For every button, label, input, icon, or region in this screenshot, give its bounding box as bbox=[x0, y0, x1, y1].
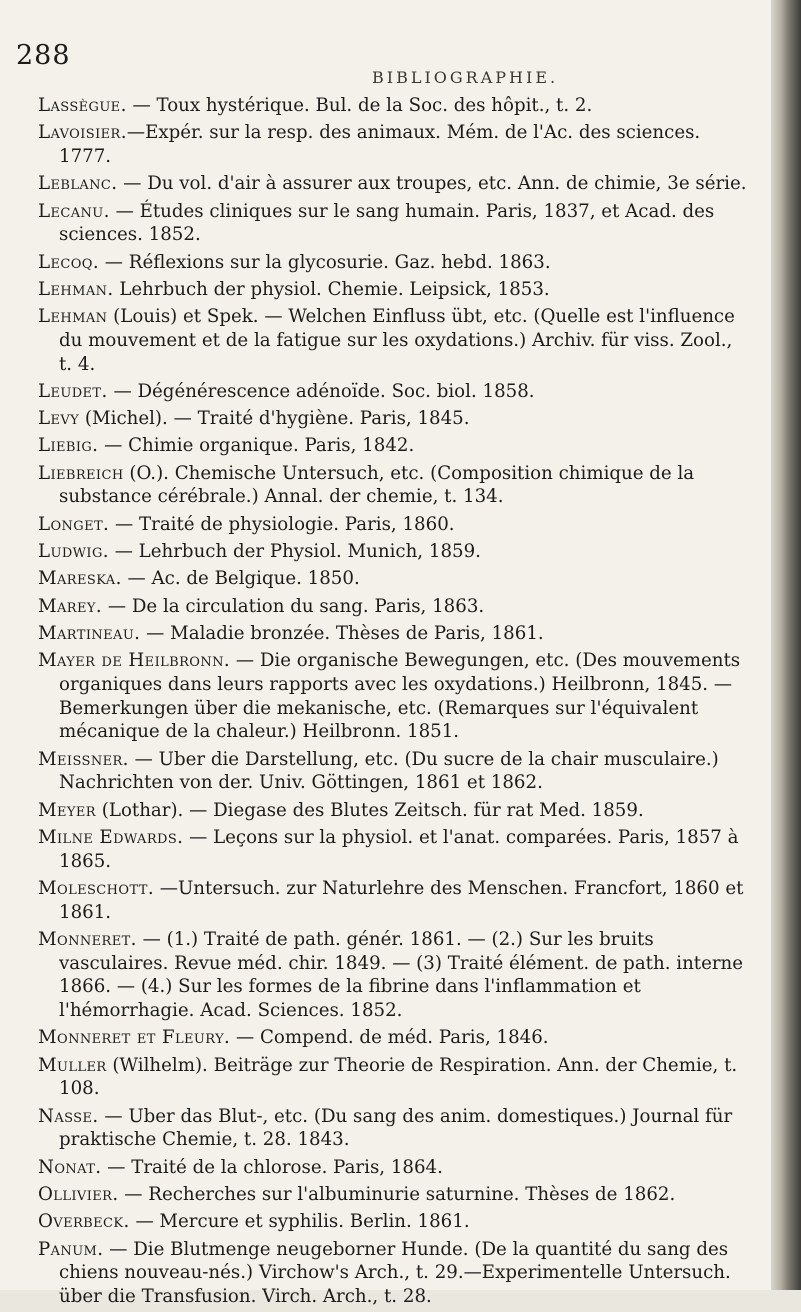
entry-text: — Die Blutmenge neugeborner Hunde. (De la quantité du sang des chiens nouveau-nés.) Virchow's Arch., t. 29.—Experimentelle Untersuch. über die Transfusion. Virch. Arch., t. 28. bbox=[59, 1238, 731, 1307]
bibliography-entry bbox=[38, 278, 750, 302]
entry-text: — Toux hystérique. Bul. de la Soc. des hôpit., t. 2. bbox=[126, 95, 593, 116]
entry-author: Nasse. bbox=[38, 1105, 99, 1127]
entry-text: — Du vol. d'air à assurer aux troupes, etc. Ann. de chimie, 3e série. bbox=[117, 173, 747, 195]
bibliography-entry bbox=[38, 121, 750, 168]
entry-text: — Réflexions sur la glycosurie. Gaz. hebd. 1863. bbox=[99, 251, 551, 273]
entry-author: Ollivier. bbox=[38, 1183, 119, 1205]
entry-author: Lecoq. bbox=[38, 251, 100, 273]
entry-author: Monneret et Fleury. bbox=[38, 1027, 231, 1049]
entry-text: — (1.) Traité de path. génér. 1861. — (2.) Sur les bruits vasculaires. Revue méd. chir. 1849. — (3) Traité élément. de path. interne 1866. — (4.) Sur les formes de la fibrine dans l'inflammation et l'hémorrhagie. Acad. Sciences. 1852. bbox=[59, 928, 744, 1022]
entry-author: Muller bbox=[38, 1054, 107, 1076]
entry-author: Meyer bbox=[38, 799, 96, 821]
entry-text: (Lothar). — Diegase des Blutes Zeitsch. für rat Med. 1859. bbox=[95, 799, 644, 821]
entry-text: — Leçons sur la physiol. et l'anat. comparées. Paris, 1857 à 1865. bbox=[59, 826, 739, 872]
bibliography-entry bbox=[38, 567, 750, 591]
entry-text: — Recherches sur l'albuminurie saturnine. Thèses de 1862. bbox=[118, 1183, 676, 1205]
entry-author: Longet. bbox=[38, 513, 110, 535]
bibliography-entry bbox=[38, 1026, 750, 1050]
bibliography-entry bbox=[38, 1156, 750, 1180]
entry-text: (Michel). — Traité d'hygiène. Paris, 1845. bbox=[79, 408, 470, 430]
bibliography-entry bbox=[38, 540, 750, 564]
entry-author: Liebig. bbox=[38, 435, 99, 457]
entry-author: Leudet. bbox=[38, 380, 108, 402]
entry-author: Ludwig. bbox=[38, 541, 109, 563]
entry-author: Levy bbox=[38, 408, 80, 430]
entry-author: Lehman. bbox=[38, 278, 114, 300]
bibliography-entry bbox=[38, 826, 750, 873]
entry-text: — De la circulation du sang. Paris, 1863. bbox=[102, 595, 485, 617]
entry-author: Marey. bbox=[38, 595, 103, 617]
entry-author: Leblanc. bbox=[38, 173, 118, 195]
bibliography-entry bbox=[38, 172, 750, 196]
bibliography-list bbox=[38, 94, 750, 1312]
running-head: BIBLIOGRAPHIE. bbox=[372, 68, 559, 87]
entry-text: — Chimie organique. Paris, 1842. bbox=[98, 435, 415, 457]
bibliography-entry bbox=[38, 200, 750, 247]
bibliography-entry bbox=[38, 1105, 750, 1152]
entry-text: — Uber die Darstellung, etc. (Du sucre de la chair musculaire.) Nachrichten von der. Univ. Göttingen, 1861 et 1862. bbox=[59, 748, 719, 794]
entry-text: (O.). Chemische Untersuch, etc. (Composition chimique de la substance cérébrale.) Annal. der chemie, t. 134. bbox=[59, 462, 695, 508]
bibliography-entry bbox=[38, 799, 750, 823]
bibliography-entry bbox=[38, 380, 750, 404]
entry-text: — Dégénérescence adénoïde. Soc. biol. 1858. bbox=[107, 380, 535, 402]
entry-author: Panum. bbox=[38, 1238, 104, 1260]
page-number: 288 bbox=[16, 40, 71, 71]
entry-text: — Traité de physiologie. Paris, 1860. bbox=[109, 513, 455, 535]
entry-text: — Uber das Blut-, etc. (Du sang des anim. domestiques.) Journal für praktische Chemie, t. 28. 1843. bbox=[59, 1105, 733, 1151]
entry-text: Lehrbuch der physiol. Chemie. Leipsick, 1853. bbox=[113, 278, 550, 300]
bibliography-entry bbox=[38, 462, 750, 509]
bibliography-entry bbox=[38, 251, 750, 275]
bibliography-entry bbox=[38, 748, 750, 795]
bibliography-entry bbox=[38, 622, 750, 646]
entry-author: Lassègue. bbox=[38, 95, 127, 116]
bibliography-entry bbox=[38, 595, 750, 619]
entry-text: — Maladie bronzée. Thèses de Paris, 1861. bbox=[140, 622, 544, 644]
entry-text: — Mercure et syphilis. Berlin. 1861. bbox=[129, 1211, 470, 1233]
entry-author: Nonat. bbox=[38, 1156, 102, 1178]
entry-author: Meissner. bbox=[38, 748, 129, 770]
bibliography-entry bbox=[38, 407, 750, 431]
entry-author: Moleschott. bbox=[38, 877, 155, 899]
entry-author: Lecanu. bbox=[38, 200, 110, 222]
bibliography-entry bbox=[38, 649, 750, 744]
entry-author: Lehman bbox=[38, 306, 108, 328]
entry-text: —Expér. sur la resp. des animaux. Mém. de l'Ac. des sciences. 1777. bbox=[59, 122, 701, 167]
bibliography-entry bbox=[38, 1238, 750, 1309]
entry-text: — Compend. de méd. Paris, 1846. bbox=[230, 1027, 549, 1049]
bibliography-entry bbox=[38, 877, 750, 924]
entry-author: Mayer de Heilbronn. bbox=[38, 650, 231, 672]
entry-text: — Ac. de Belgique. 1850. bbox=[121, 568, 360, 590]
bibliography-entry bbox=[38, 1054, 750, 1101]
entry-author: Mareska. bbox=[38, 568, 122, 590]
bibliography-entry bbox=[38, 928, 750, 1023]
entry-text: — Lehrbuch der Physiol. Munich, 1859. bbox=[108, 541, 481, 563]
entry-text: — Traité de la chlorose. Paris, 1864. bbox=[101, 1156, 443, 1178]
entry-text: (Louis) et Spek. — Welchen Einfluss übt, etc. (Quelle est l'influence du mouvement et de la fatigue sur les oxydations.) Archiv. für viss. Zool., t. 4. bbox=[59, 306, 735, 375]
book-spine-shadow bbox=[771, 0, 801, 1290]
entry-text: (Wilhelm). Beiträge zur Theorie de Respiration. Ann. der Chemie, t. 108. bbox=[59, 1054, 738, 1100]
entry-author: Milne Edwards. bbox=[38, 826, 184, 848]
entry-author: Lavoisier. bbox=[38, 122, 127, 144]
bibliography-entry bbox=[38, 513, 750, 537]
entry-author: Overbeck. bbox=[38, 1211, 130, 1233]
bibliography-entry bbox=[38, 434, 750, 458]
entry-author: Martineau. bbox=[38, 622, 141, 644]
entry-text: —Untersuch. zur Naturlehre des Menschen. Francfort, 1860 et 1861. bbox=[59, 877, 744, 923]
bibliography-entry bbox=[38, 1183, 750, 1207]
entry-author: Monneret. bbox=[38, 928, 137, 950]
entry-author: Liebreich bbox=[38, 462, 124, 484]
bibliography-entry bbox=[38, 1210, 750, 1234]
bibliography-entry bbox=[38, 305, 750, 376]
entry-text: — Études cliniques sur le sang humain. Paris, 1837, et Acad. des sciences. 1852. bbox=[59, 200, 715, 246]
entry-text: — Die organische Bewegungen, etc. (Des mouvements organiques dans leurs rapports avec les oxydations.) Heilbronn, 1845. — Bemerkungen über die mekanische, etc. (Remarques sur l'équivalent mécanique de la chaleur.) Heilbronn. 1851. bbox=[59, 650, 741, 743]
bibliography-entry bbox=[38, 94, 750, 118]
